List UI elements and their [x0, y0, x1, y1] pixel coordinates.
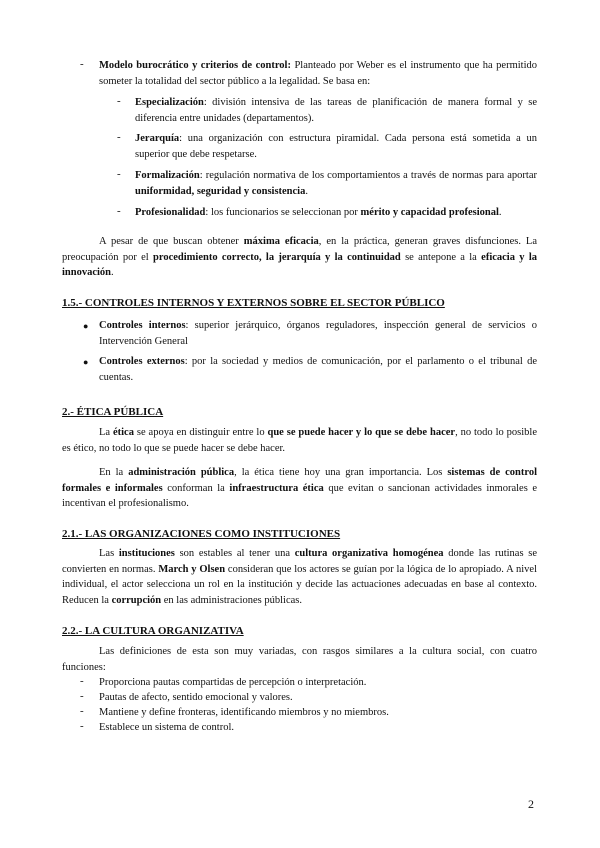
list-dash: -	[80, 675, 84, 687]
text: se apoya en distinguir entre lo	[133, 427, 268, 438]
text: A pesar de que buscan obtener	[99, 236, 244, 247]
text: donde las rutinas se convierten en normas.	[62, 548, 537, 575]
text: En la	[99, 467, 129, 478]
list-item: Establece un sistema de control.	[99, 722, 234, 733]
item-text: : una organización con estructura piramidal. Cada persona está sometida a un superior que debe respetarse.	[135, 133, 537, 160]
bold-text: cultura organizativa homogénea	[294, 548, 444, 559]
text: , no todo lo posible es ético, no todo lo que se puede hacer se debe hacer.	[62, 427, 537, 454]
text: , en la práctica, generan graves disfunciones. La preocupación por el	[62, 236, 537, 263]
item-bold: mérito y capacidad profesional	[360, 207, 499, 218]
bold-text: infraestructura ética	[229, 482, 324, 494]
section-heading-2: 2.- ÉTICA PÚBLICA	[62, 406, 164, 418]
list-dash: -	[117, 205, 121, 217]
cultura-intro: Las definiciones de esta son muy variadas, con rasgos similares a la cultura social, con cuatro funciones:	[62, 646, 537, 673]
list-item	[135, 168, 537, 199]
bold-text: administración pública	[128, 467, 235, 478]
list-item	[99, 318, 537, 349]
list-dash: -	[80, 705, 84, 717]
item-term: Controles externos	[99, 356, 185, 367]
item-term: Formalización	[135, 170, 200, 181]
modelo-title: Modelo burocrático y criterios de control:	[99, 60, 291, 71]
bold-text: eficacia y la innovación	[62, 251, 537, 278]
item-text: : regulación normativa de los comportamientos a través de normas para aportar	[199, 170, 537, 181]
list-item: Proporciona pautas compartidas de percepción o interpretación.	[99, 677, 367, 688]
list-item: Mantiene y define fronteras, identificando miembros y no miembros.	[99, 707, 389, 718]
bold-text: March y Olsen	[158, 563, 226, 575]
list-dash: -	[80, 58, 84, 70]
item-term: Jerarquía	[135, 133, 180, 144]
item-text: : por la sociedad y medios de comunicación, por el parlamento o el tribunal de cuentas.	[99, 356, 537, 383]
item-text: .	[305, 185, 308, 197]
text: .	[111, 267, 114, 278]
text: se antepone a la	[400, 251, 482, 263]
bold-text: sistemas de control formales e informales	[62, 467, 537, 494]
item-term: Especialización	[135, 97, 204, 108]
text: que evitan o sancionan actividades inmorales e incentivan el profesionalismo.	[62, 482, 537, 509]
list-dash: -	[80, 720, 84, 732]
bullet-icon: ●	[83, 357, 89, 367]
list-dash: -	[117, 95, 121, 107]
text: , la ética tiene hoy una gran importancia. Los	[234, 467, 448, 478]
modelo-text: Planteado por Weber es el instrumento que ha permitido someter la totalidad del sector público a la legalidad. Se basa en:	[99, 60, 538, 87]
list-dash: -	[117, 168, 121, 180]
item-term: Controles internos	[99, 320, 186, 331]
bold-text: procedimiento correcto, la jerarquía y la continuidad	[153, 251, 401, 263]
item-term: Profesionalidad	[135, 207, 206, 218]
bullet-icon: ●	[83, 321, 89, 331]
text: Las	[99, 548, 119, 559]
administracion-paragraph	[62, 465, 537, 512]
item-text: .	[498, 207, 502, 218]
list-dash: -	[117, 131, 121, 143]
page-number: 2	[528, 797, 534, 811]
text: son estables al tener una	[174, 548, 295, 559]
section-heading-2-1: 2.1.- LAS ORGANIZACIONES COMO INSTITUCIONES	[62, 528, 341, 540]
text: La	[99, 427, 113, 438]
item-text: : superior jerárquico, órganos reguladores, inspección general de servicios o Intervención General	[99, 320, 537, 347]
list-item	[99, 354, 537, 385]
modelo-paragraph	[99, 58, 537, 89]
pesar-paragraph	[62, 234, 537, 281]
bold-text: corrupción	[111, 594, 162, 606]
item-bold: uniformidad, seguridad y consistencia	[135, 185, 306, 197]
bold-text: ética	[112, 427, 134, 438]
list-item	[135, 131, 537, 162]
list-item	[135, 95, 537, 126]
list-item: Pautas de afecto, sentido emocional y valores.	[99, 692, 293, 703]
text: en las administraciones públicas.	[161, 594, 302, 606]
bold-text: instituciones	[118, 548, 175, 559]
text: consideran que los actores se guían por la lógica de lo apropiado. A nivel individual, el actor selecciona un rol en la institución y decide las actuaciones adecuadas en base al contexto. Reducen la	[62, 563, 537, 606]
list-item	[135, 205, 537, 221]
bold-text: máxima eficacia	[243, 236, 319, 247]
list-dash: -	[80, 690, 84, 702]
section-heading-2-2: 2.2.- LA CULTURA ORGANIZATIVA	[62, 625, 244, 637]
item-text: : los funcionarios se seleccionan por	[205, 207, 361, 218]
text: conforman la	[162, 482, 230, 494]
instituciones-paragraph	[62, 546, 537, 608]
item-text: : división intensiva de las tareas de planificación de manera formal y se diferencia entre unidades (departamentos).	[135, 97, 537, 124]
etica-paragraph	[62, 425, 537, 456]
section-heading-1-5: 1.5.- CONTROLES INTERNOS Y EXTERNOS SOBRE EL SECTOR PÚBLICO	[62, 297, 445, 309]
bold-text: que se puede hacer y lo que se debe hacer	[267, 427, 456, 438]
